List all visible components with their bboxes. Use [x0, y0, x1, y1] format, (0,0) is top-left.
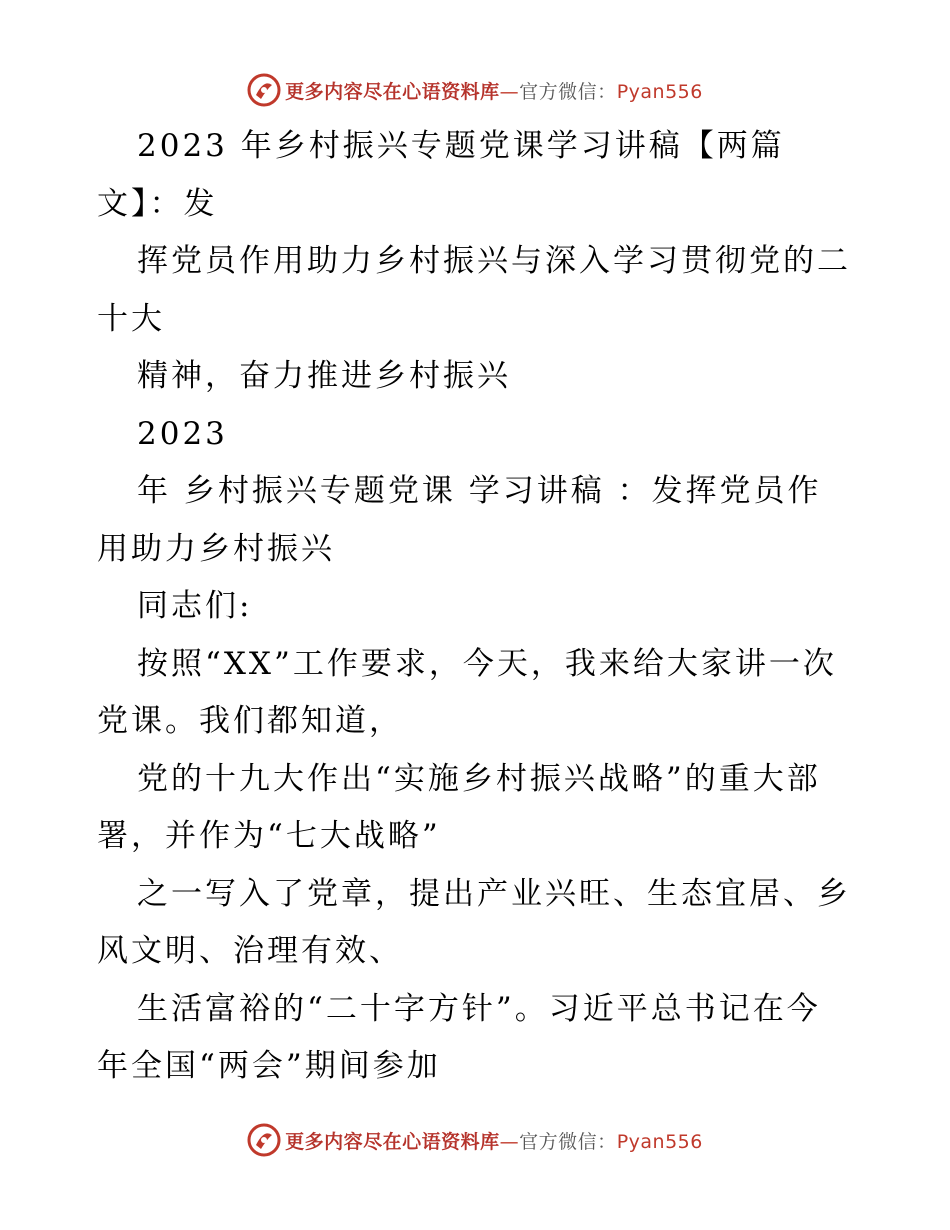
watermark-text [285, 1127, 703, 1154]
text-line: 署，并作为“七大战略” [97, 818, 441, 854]
text-line: 党的十九大作出“实施乡村振兴战略”的重大部 [137, 760, 821, 797]
text-line: 精神，奋力推进乡村振兴 [137, 358, 511, 394]
watermark-brand: 更多内容尽在心语资料库 [285, 80, 500, 103]
text-line: 同志们: [137, 588, 253, 624]
brand-logo-icon [247, 73, 281, 107]
document-body [97, 118, 857, 1096]
text-line: 年 乡村振兴专题党课 学习讲稿 ：发挥党员作 [137, 473, 822, 509]
text-line: 之一写入了党章，提出产业兴旺、生态宜居、乡 [137, 875, 851, 912]
watermark-brand: 更多内容尽在心语资料库 [285, 1130, 500, 1153]
text-line: 2023 [137, 415, 228, 452]
watermark-wechat-id: Pyan556 [616, 80, 703, 103]
text-line: 党课。我们都知道， [97, 703, 403, 739]
watermark-dash: — [499, 80, 520, 103]
text-line: 生活富裕的“二十字方针”。习近平总书记在今 [137, 990, 821, 1027]
text-line: 十大 [97, 300, 165, 337]
text-line: 文】：发 [97, 185, 218, 222]
watermark-text [285, 77, 703, 104]
brand-logo-icon [247, 1123, 281, 1157]
text-line: 风文明、治理有效、 [97, 933, 403, 969]
watermark-wechat-label: 官方微信： [519, 1130, 617, 1153]
text-line: 年全国“两会”期间参加 [97, 1048, 441, 1084]
watermark-wechat-id: Pyan556 [616, 1130, 703, 1153]
watermark-dash: — [499, 1130, 520, 1153]
text-line: 挥党员作用助力乡村振兴与深入学习贯彻党的二 [137, 243, 851, 279]
watermark-wechat-label: 官方微信： [519, 80, 617, 103]
text-line: 按照“XX”工作要求，今天，我来给大家讲一次 [137, 645, 837, 682]
header-watermark [0, 70, 950, 110]
footer-watermark [0, 1120, 950, 1160]
text-line: 2023 年乡村振兴专题党课学习讲稿【两篇 [137, 128, 785, 164]
text-line: 用助力乡村振兴 [97, 530, 335, 567]
